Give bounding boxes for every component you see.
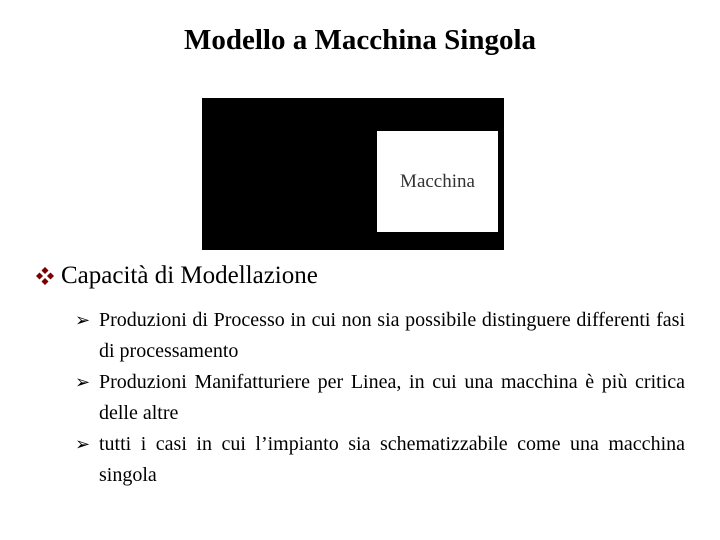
list-item <box>75 429 685 491</box>
main-bullet-label: Capacità di Modellazione <box>61 262 318 289</box>
list-item-text: tutti i casi in cui l’impianto sia schematizzabile come una macchina singola <box>99 433 685 486</box>
list-item-text: Produzioni Manifatturiere per Linea, in cui una macchina è più critica delle altre <box>99 371 685 424</box>
machine-box <box>377 131 498 232</box>
diamond-bullet-icon <box>36 267 54 285</box>
main-bullet <box>36 262 696 290</box>
arrow-bullet-icon: ➢ <box>75 310 91 331</box>
single-machine-diagram <box>202 98 504 250</box>
arrow-bullet-icon: ➢ <box>75 372 91 393</box>
slide-title: Modello a Macchina Singola <box>183 24 537 56</box>
machine-label: Macchina <box>400 170 475 192</box>
list-item <box>75 367 685 429</box>
sub-bullet-list <box>75 305 685 491</box>
list-item <box>75 305 685 367</box>
list-item-text: Produzioni di Processo in cui non sia possibile distinguere differenti fasi di processamento <box>99 309 685 362</box>
arrow-bullet-icon: ➢ <box>75 434 91 455</box>
